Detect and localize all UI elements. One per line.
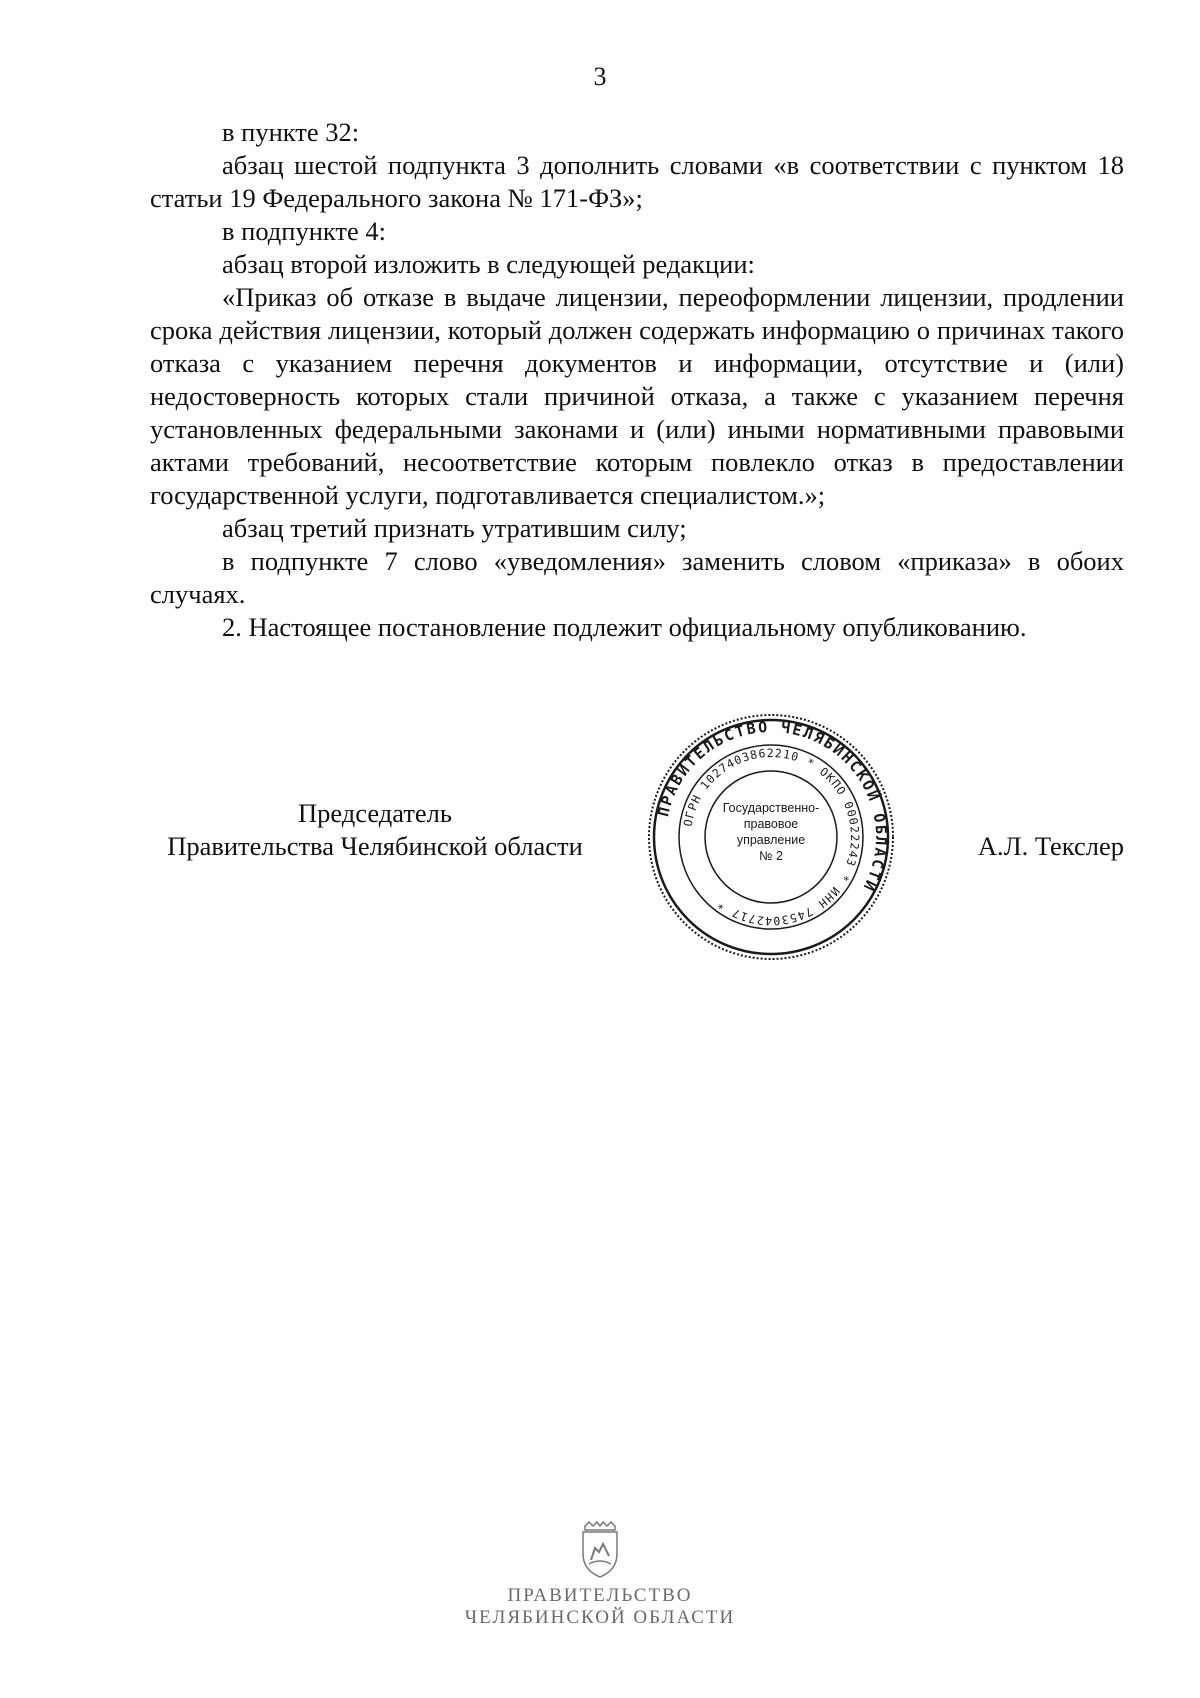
paragraph-3: в подпункте 4: (222, 216, 387, 246)
signature-position-line1: Председатель (298, 798, 452, 828)
paragraph-8: 2. Настоящее постановление подлежит официальному опубликованию. (222, 612, 1027, 642)
footer-line2: ЧЕЛЯБИНСКОЙ ОБЛАСТИ (464, 1607, 736, 1628)
paragraph-7: в подпункте 7 слово «уведомления» заменить словом «приказа» в обоих случаях. (150, 546, 1124, 609)
signature-position (150, 797, 600, 863)
footer-organization (0, 1585, 1200, 1629)
footer-line1: ПРАВИТЕЛЬСТВО (507, 1585, 693, 1606)
paragraph-6: абзац третий признать утратившим силу; (222, 513, 687, 543)
paragraph-4: абзац второй изложить в следующей редакции: (222, 249, 755, 279)
paragraph-5: «Приказ об отказе в выдаче лицензии, переоформлении лицензии, продлении срока действия лицензии, который должен содержать информацию о причинах такого отказа с указанием перечня документов и информации, отсутствие и (или) недостоверность которых стали причиной отказа, а также с указанием перечня установленных федеральными законами и (или) иными нормативными правовыми актами требований, несоответствие которым повлекло отказ в предоставлении государственной услуги, подготавливается специалистом.»; (150, 282, 1124, 510)
signature-position-line2: Правительства Челябинской области (167, 831, 583, 861)
stamp-outer-text: ПРАВИТЕЛЬСТВО ЧЕЛЯБИНСКОЙ ОБЛАСТИ (654, 717, 891, 896)
page-number: 3 (593, 62, 607, 91)
stamp-center-line3: управление (736, 833, 806, 847)
stamp-center-line4: № 2 (759, 849, 783, 863)
paragraph-2: абзац шестой подпункта 3 дополнить словами «в соответствии с пунктом 18 статьи 19 Федерального закона № 171-ФЗ»; (150, 150, 1124, 213)
stamp-center-line1: Государственно- (722, 801, 820, 815)
signatory-name: А.Л. Текслер (977, 831, 1124, 861)
paragraph-1: в пункте 32: (222, 117, 360, 147)
official-seal-stamp (646, 712, 896, 962)
coat-of-arms-icon (575, 1520, 625, 1580)
stamp-center-line2: правовое (743, 817, 799, 831)
document-body (150, 116, 1124, 644)
stamp-ring-text: ОГРН 1027403862210 * ОКПО 00022243 * ИНН 7453042717 * (680, 745, 863, 929)
